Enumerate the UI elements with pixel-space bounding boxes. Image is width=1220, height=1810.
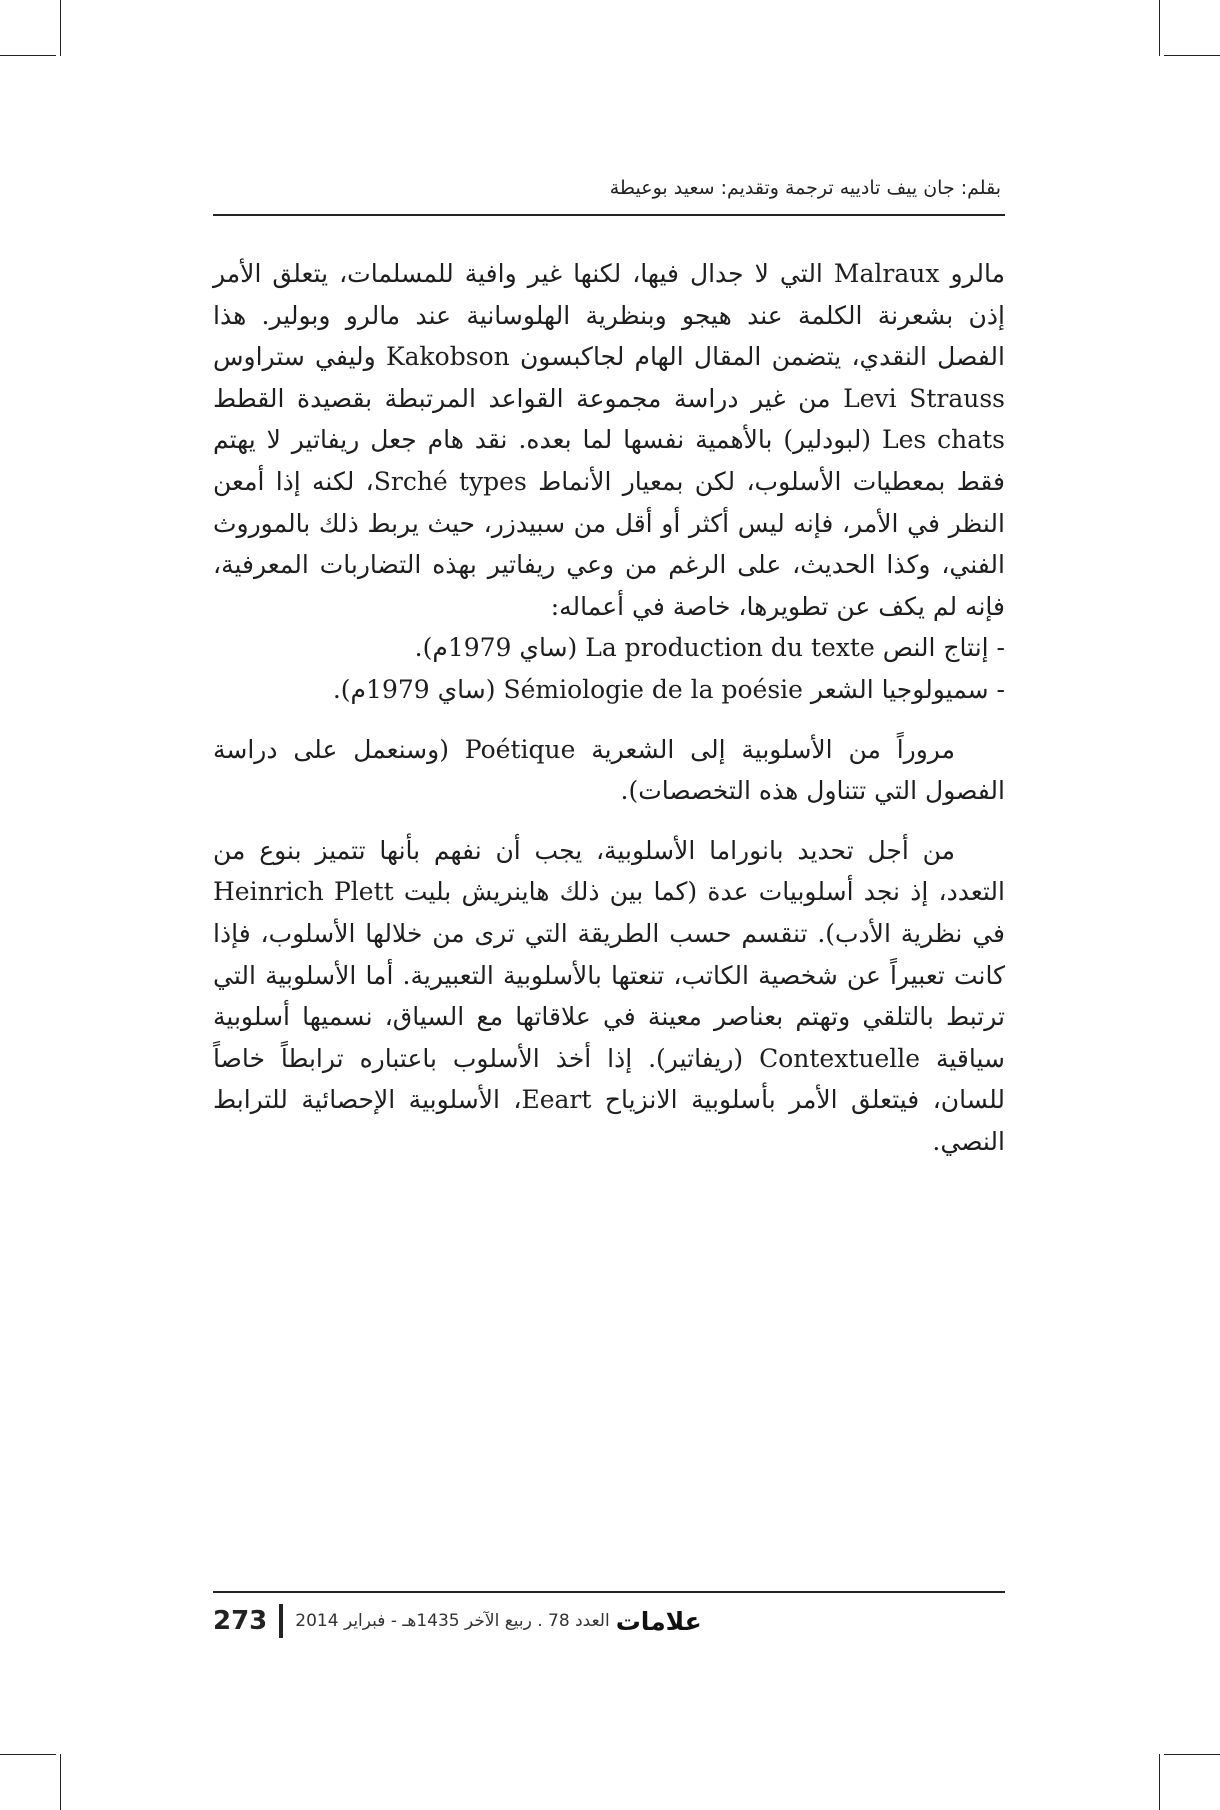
crop-mark-top-left-h bbox=[0, 55, 56, 56]
crop-mark-bottom-right-h bbox=[1164, 1754, 1220, 1755]
crop-mark-bottom-left bbox=[60, 1754, 61, 1810]
paragraph-poetique: مروراً من الأسلوبية إلى الشعرية Poétique (وسنعمل على دراسة الفصول التي تتناول هذه التخصصات). bbox=[213, 734, 1005, 806]
page-number: 273 bbox=[213, 1606, 268, 1636]
crop-mark-bottom-right bbox=[1159, 1754, 1160, 1810]
crop-mark-top-left bbox=[60, 0, 61, 56]
page-footer bbox=[213, 1591, 1005, 1643]
running-header bbox=[213, 170, 1005, 216]
header-byline: بقلم: جان ييف تادييه ترجمة وتقديم: سعيد بوعيطة bbox=[609, 177, 1001, 199]
crop-mark-top-right-h bbox=[1164, 55, 1220, 56]
crop-mark-top-right bbox=[1159, 0, 1160, 56]
footer-divider bbox=[279, 1604, 283, 1638]
journal-name: علامات bbox=[615, 1606, 702, 1636]
footer-content bbox=[213, 1601, 702, 1641]
list-item-semiologie: - سميولوجيا الشعر Sémiologie de la poésie (ساي 1979م). bbox=[332, 674, 1005, 704]
paragraph-panorama: من أجل تحديد بانوراما الأسلوبية، يجب أن نفهم بأنها تتميز بنوع من التعدد، إذ نجد أسلوبيات عدة (كما بين ذلك هاينريش بليت Heinrich Plett في نظرية الأدب). تنقسم حسب الطريقة التي ترى من خلالها الأسلوب، فإذا كانت تعبيراً عن شخصية الكاتب، تنعتها بالأسلوبية التعبيرية. أما الأسلوبية التي ترتبط بالتلقي وتهتم بعناصر معينة في علاقاتها مع السياق، نسميها أسلوبية سياقية Contextuelle (ريفاتير). إذا أخذ الأسلوب باعتباره ترابطاً خاصاً للسان، فيتعلق الأمر بأسلوبية الانزياح Eeart، الأسلوبية الإحصائية للترابط النصي. bbox=[213, 835, 1005, 1156]
list-item-production: - إنتاج النص La production du texte (ساي 1979م). bbox=[414, 633, 1005, 663]
article-body bbox=[213, 253, 1005, 1162]
crop-mark-bottom-left-h bbox=[0, 1754, 56, 1755]
paragraph-1: مالرو Malraux التي لا جدال فيها، لكنها غير وافية للمسلمات، يتعلق الأمر إذن بشعرنة الكلمة عند هيجو وبنظرية الهلوسانية عند مالرو وبولير. هذا الفصل النقدي، يتضمن المقال الهام لجاكبسون Kakobson وليفي ستراوس Levi Strauss من غير دراسة مجموعة القواعد المرتبطة بقصيدة القطط Les chats (لبودلير) بالأهمية نفسها لما بعده. نقد هام جعل ريفاتير لا يهتم فقط بمعطيات الأسلوب، لكن بمعيار الأنماط Srché types، لكنه إذا أمعن النظر في الأمر، فإنه ليس أكثر أو أقل من سبيدزر، حيث يربط ذلك بالموروث الفني، وكذا الحديث، على الرغم من وعي ريفاتير بهذه التضاربات المعرفية، فإنه لم يكف عن تطويرها، خاصة في أعماله: bbox=[213, 259, 1006, 621]
issue-info: العدد 78 . ربيع الآخر 1435هـ - فبراير 2014 bbox=[295, 1611, 610, 1631]
